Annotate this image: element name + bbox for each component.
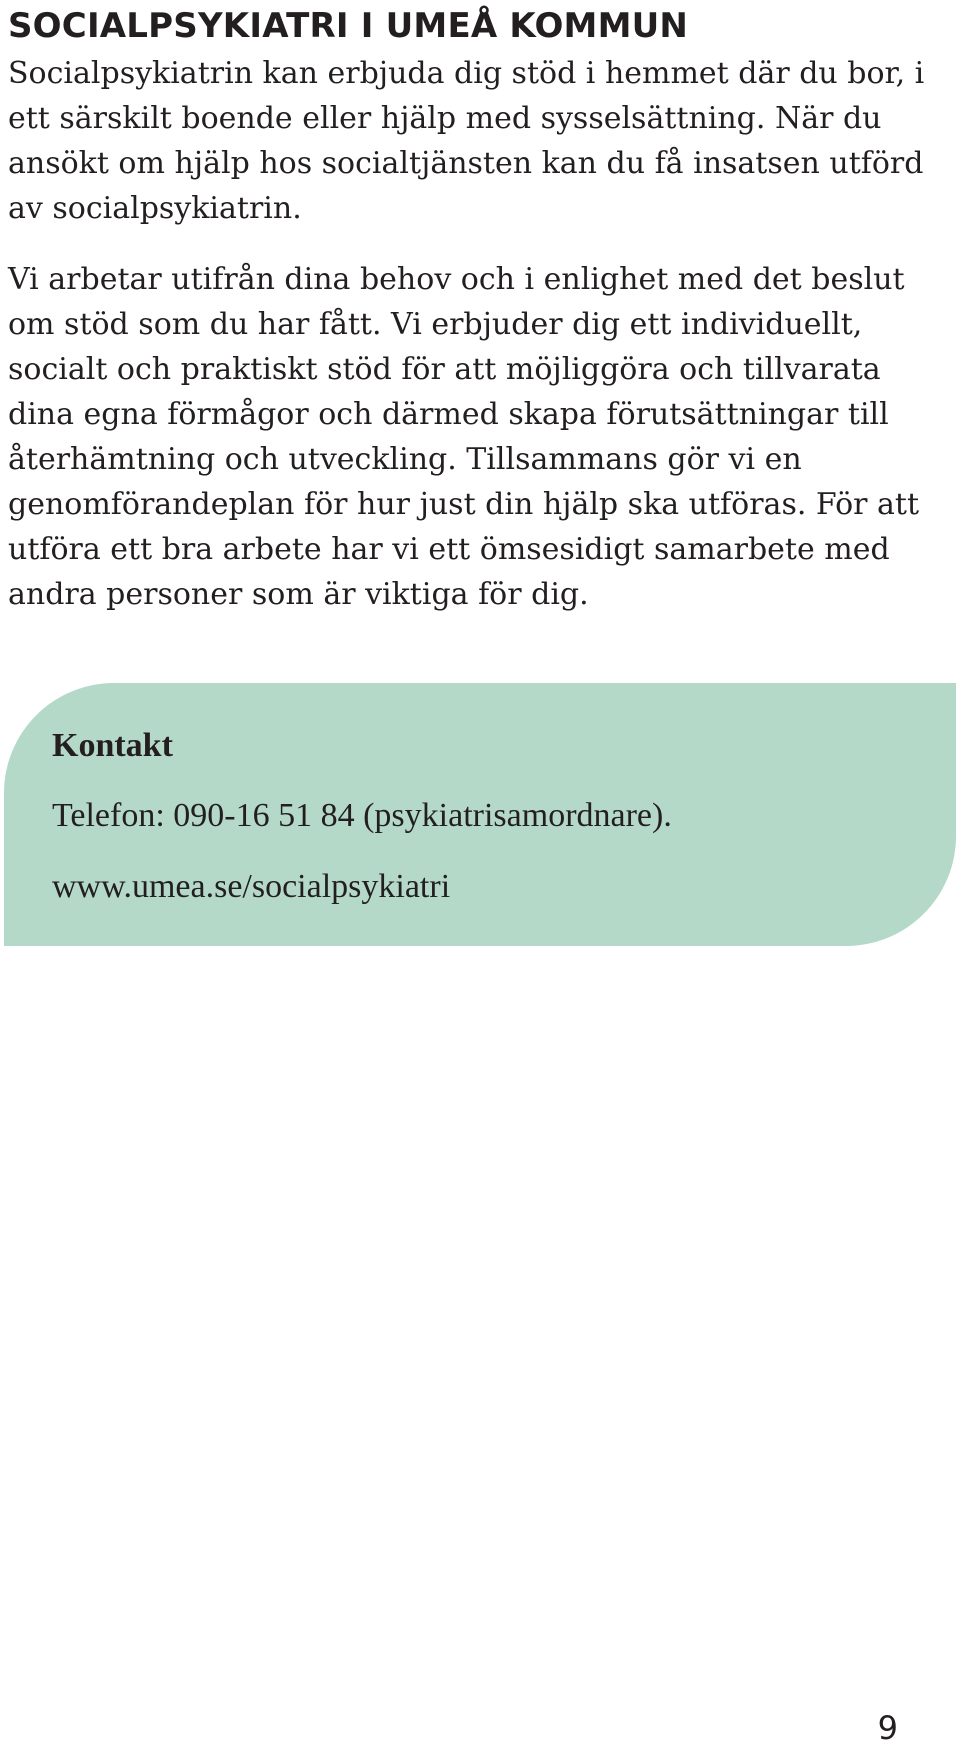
support-paragraph: Vi arbetar utifrån dina behov och i enlighet med det beslut om stöd som du har fått. Vi erbjuder dig ett individuellt, socialt och praktiskt stöd för att möjliggöra och tillvarata dina egna förmågor och därmed skapa förutsättningar till återhämtning och utveckling. Tillsammans gör vi en genomförandeplan för hur just din hjälp ska utföras. För att utföra ett bra arbete har vi ett ömsesidigt samarbete med andra personer som är viktiga för dig. [8,262,920,612]
intro-paragraph: Socialpsykiatrin kan erbjuda dig stöd i hemmet där du bor, i ett särskilt boende eller hjälp med sysselsättning. När du ansökt om hjälp hos socialtjänsten kan du få insatsen utförd av socialpsykiatrin. [8,56,925,226]
contact-box [4,683,956,946]
contact-phone: Telefon: 090-16 51 84 (psykiatrisamordnare). [52,797,672,834]
contact-website-link[interactable]: www.umea.se/socialpsykiatri [52,868,451,905]
page-number: 9 [877,1709,898,1747]
page-heading: SOCIALPSYKIATRI I UMEÅ KOMMUN [8,6,689,46]
contact-title: Kontakt [52,727,173,764]
